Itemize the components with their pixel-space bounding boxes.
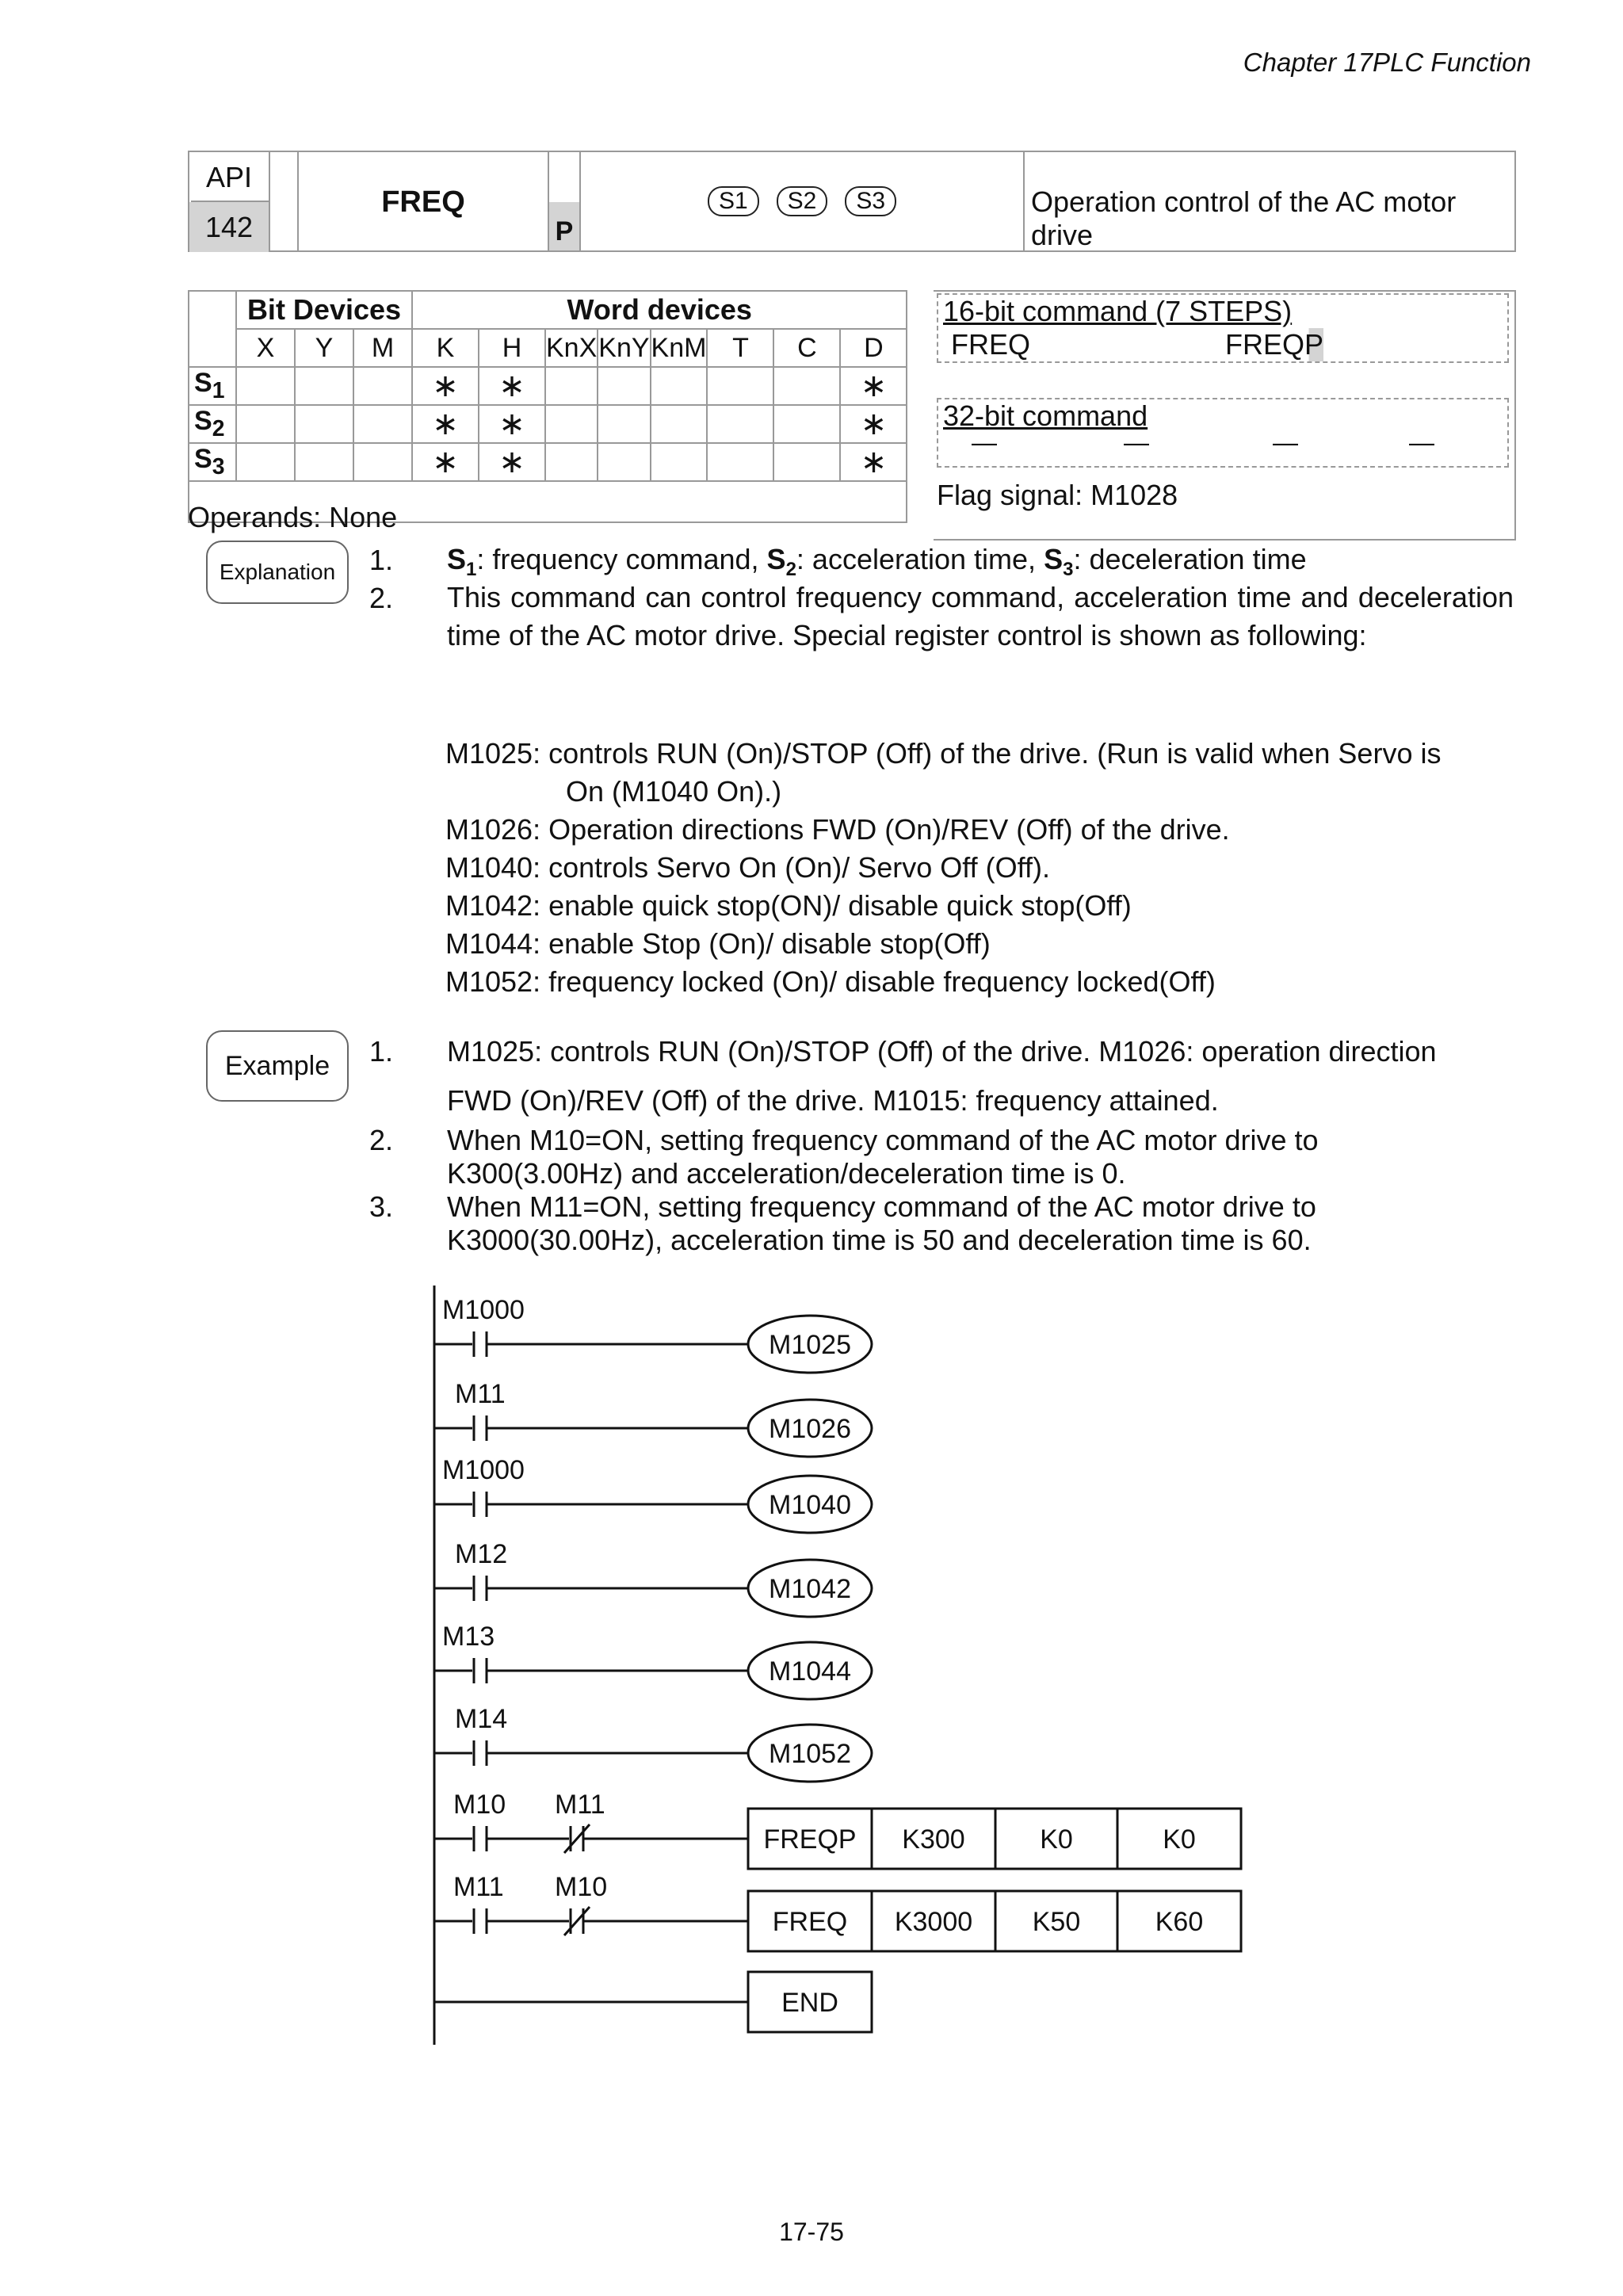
instruction-cell: K0 xyxy=(1040,1824,1073,1855)
col-header: C xyxy=(773,329,840,367)
instruction-cell: K50 xyxy=(1032,1907,1081,1937)
cmd16-freq: FREQ xyxy=(951,328,1031,361)
contact-label: M11 xyxy=(455,1379,506,1409)
m1042-line: M1042: enable quick stop(ON)/ disable quick stop(Off) xyxy=(445,889,1132,922)
example-badge: Example xyxy=(206,1030,349,1102)
col-header: KnX xyxy=(545,329,598,367)
example-item-1: M1025: controls RUN (On)/STOP (Off) of the drive. M1026: operation direction xyxy=(447,1035,1437,1068)
operand-s1: S1 xyxy=(708,186,759,216)
instruction-cell: FREQP xyxy=(763,1824,857,1855)
contact-label: M1000 xyxy=(442,1455,525,1485)
list-number: 1. xyxy=(369,1035,394,1068)
table-row: $S_2$ ∗ ∗ ∗ xyxy=(189,405,907,443)
contact-label: M10 xyxy=(555,1872,608,1902)
contact-label: M11 xyxy=(453,1872,504,1902)
explanation-item-1: $S_1$: frequency command, $S_2$: acceleration time, $S_3$: deceleration time xyxy=(447,543,1307,581)
cmd32-dash: — xyxy=(972,428,997,457)
row-label: S xyxy=(194,406,212,437)
m1025-line-2: On (M1040 On).) xyxy=(566,775,782,808)
col-header: Y xyxy=(295,329,353,367)
list-number: 2. xyxy=(369,582,394,614)
chapter-header: Chapter 17PLC Function xyxy=(1243,48,1531,77)
api-mnemonic: FREQ xyxy=(381,185,465,219)
list-number: 2. xyxy=(369,1124,394,1156)
example-item-3: When M11=ON, setting frequency command of the AC motor drive to xyxy=(447,1190,1316,1223)
cmd16-freqp: FREQP xyxy=(1225,328,1324,361)
table-row: $S_1$ ∗ ∗ ∗ xyxy=(189,367,907,405)
cmd32-dash: — xyxy=(1124,428,1149,457)
example-item-2: When M10=ON, setting frequency command of the AC motor drive to xyxy=(447,1124,1319,1156)
contact-label: M10 xyxy=(453,1790,506,1820)
list-number: 1. xyxy=(369,544,394,576)
coil-label: M1040 xyxy=(769,1490,851,1520)
contact-label: M1000 xyxy=(442,1295,525,1325)
col-header: KnM xyxy=(651,329,708,367)
col-header: M xyxy=(353,329,412,367)
col-header: D xyxy=(840,329,907,367)
word-devices-header: Word devices xyxy=(412,291,907,329)
explanation-badge: Explanation xyxy=(206,541,349,604)
contact-label: M14 xyxy=(455,1704,508,1734)
m1040-line: M1040: controls Servo On (On)/ Servo Off (Off). xyxy=(445,851,1050,884)
instruction-cell: FREQ xyxy=(772,1907,848,1937)
api-number: 142 xyxy=(189,202,269,252)
cmd16-title: 16-bit command (7 STEPS) xyxy=(943,295,1293,327)
m1025-line: M1025: controls RUN (On)/STOP (Off) of the drive. (Run is valid when Servo is xyxy=(445,737,1442,770)
bit-devices-header: Bit Devices xyxy=(236,291,412,329)
page-number: 17-75 xyxy=(779,2218,844,2246)
operand-s2: S2 xyxy=(777,186,828,216)
pulse-indicator: P xyxy=(549,202,579,250)
api-description: Operation control of the AC motor drive xyxy=(1031,185,1457,251)
example-item-1b: FWD (On)/REV (Off) of the drive. M1015: frequency attained. xyxy=(447,1084,1219,1117)
m1052-line: M1052: frequency locked (On)/ disable frequency locked(Off) xyxy=(445,965,1216,998)
instruction-cell: K300 xyxy=(902,1824,965,1855)
coil-label: M1026 xyxy=(769,1414,851,1444)
row-label: S xyxy=(194,444,212,475)
operand-s3: S3 xyxy=(845,186,896,216)
example-item-2b: K300(3.00Hz) and acceleration/deceleration time is 0. xyxy=(447,1157,1126,1190)
col-header: T xyxy=(707,329,773,367)
m1026-line: M1026: Operation directions FWD (On)/REV (Off) of the drive. xyxy=(445,813,1230,846)
coil-label: M1052 xyxy=(769,1739,851,1769)
api-label: API xyxy=(205,160,253,193)
example-item-3b: K3000(30.00Hz), acceleration time is 50 and deceleration time is 60. xyxy=(447,1224,1312,1256)
m1044-line: M1044: enable Stop (On)/ disable stop(Off) xyxy=(445,927,991,960)
cmd32-title: 32-bit command xyxy=(943,399,1148,432)
instruction-cell: K60 xyxy=(1155,1907,1204,1937)
instruction-cell: K3000 xyxy=(894,1907,973,1937)
end-label: END xyxy=(781,1988,838,2018)
list-number: 3. xyxy=(369,1190,394,1223)
operands-note: Operands: None xyxy=(188,501,398,533)
col-header: K xyxy=(412,329,479,367)
contact-label: M13 xyxy=(442,1622,495,1652)
flag-signal: Flag signal: M1028 xyxy=(937,479,1178,511)
coil-label: M1044 xyxy=(769,1656,851,1687)
coil-label: M1025 xyxy=(769,1330,851,1360)
cmd32-dash: — xyxy=(1273,428,1298,457)
coil-label: M1042 xyxy=(769,1574,851,1604)
col-header: KnY xyxy=(598,329,650,367)
explanation-item-2: This command can control frequency command, acceleration time and deceleration time of the AC motor drive. Special register control is shown as following: xyxy=(447,581,1514,651)
table-row: $S_3$ ∗ ∗ ∗ xyxy=(189,443,907,481)
contact-label: M11 xyxy=(555,1790,605,1820)
cmd32-dash: — xyxy=(1409,428,1434,457)
col-header: X xyxy=(236,329,295,367)
row-label: S xyxy=(194,368,212,399)
instruction-cell: K0 xyxy=(1163,1824,1196,1855)
contact-label: M12 xyxy=(455,1539,508,1569)
col-header: H xyxy=(479,329,545,367)
